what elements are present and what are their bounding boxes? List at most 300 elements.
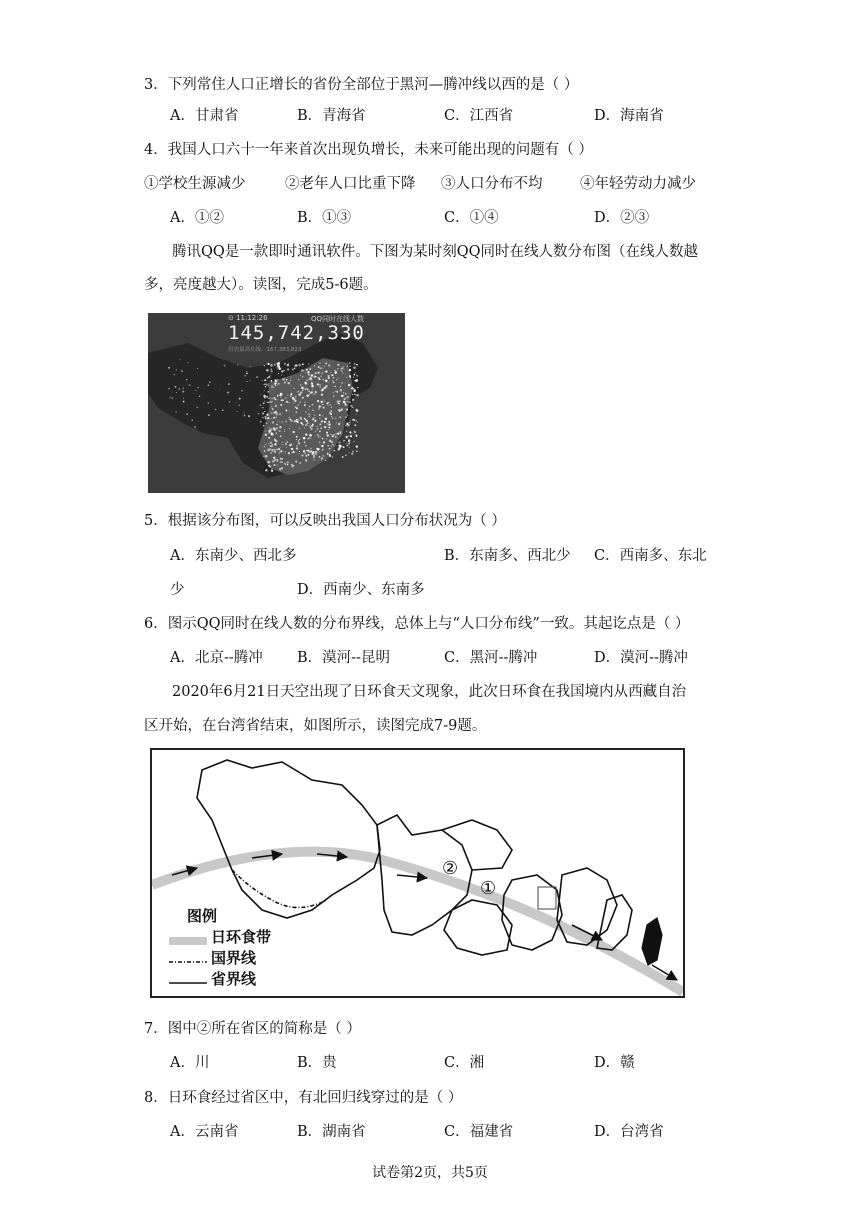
online-user-dot <box>273 412 274 413</box>
online-user-dot <box>274 451 276 453</box>
online-user-dot <box>302 397 304 399</box>
online-user-dot <box>333 377 334 378</box>
online-user-dot <box>285 398 286 399</box>
online-user-dot <box>324 426 326 428</box>
online-user-dot <box>269 427 270 428</box>
online-user-dot <box>285 451 286 452</box>
online-user-dot <box>337 369 338 370</box>
online-user-dot <box>267 377 269 379</box>
online-user-dot <box>348 384 350 386</box>
online-user-dot <box>354 441 355 442</box>
online-user-dot <box>290 379 291 380</box>
online-user-dot <box>287 368 289 370</box>
online-user-dot <box>296 419 298 421</box>
online-user-dot <box>264 416 266 418</box>
online-user-dot <box>295 406 297 408</box>
online-user-dot <box>288 417 289 418</box>
online-user-dot <box>319 414 321 416</box>
online-user-dot <box>274 459 276 461</box>
text-line: D．漠河--腾冲 <box>594 650 688 666</box>
online-user-dot <box>305 382 307 384</box>
online-user-dot <box>237 411 238 412</box>
online-user-dot <box>268 465 270 467</box>
text-line: C．黑河--腾冲 <box>444 650 538 666</box>
online-user-dot <box>263 395 266 398</box>
online-user-dot <box>335 391 336 392</box>
online-user-dot <box>351 453 353 455</box>
online-user-dot <box>270 380 272 382</box>
online-user-dot <box>337 392 338 393</box>
online-user-dot <box>293 431 295 433</box>
online-user-dot <box>300 401 301 402</box>
online-user-dot <box>323 399 324 400</box>
online-user-dot <box>323 407 325 409</box>
text-line: B．①③ <box>297 210 352 226</box>
online-user-dot <box>345 454 346 455</box>
online-user-dot <box>338 445 339 446</box>
online-user-dot <box>309 406 310 407</box>
online-user-dot <box>334 386 335 387</box>
online-user-dot <box>176 392 177 393</box>
online-user-dot <box>287 395 288 396</box>
online-user-dot <box>294 366 295 367</box>
online-user-dot <box>299 453 300 454</box>
text-line: A．东南少、西北多 <box>170 548 297 564</box>
online-user-dot <box>353 366 355 368</box>
online-user-dot <box>292 451 294 453</box>
online-user-dot <box>327 423 328 424</box>
online-user-dot <box>323 455 325 457</box>
online-user-dot <box>188 362 189 363</box>
online-user-dot <box>189 384 191 386</box>
online-user-dot <box>182 391 184 393</box>
online-user-dot <box>330 434 331 435</box>
online-user-dot <box>314 365 315 366</box>
online-user-dot <box>335 418 336 419</box>
online-user-dot <box>293 402 294 403</box>
online-user-dot <box>299 428 300 429</box>
online-user-dot <box>305 453 306 454</box>
online-user-dot <box>312 418 314 420</box>
online-user-dot <box>297 421 299 423</box>
online-user-dot <box>176 369 177 370</box>
online-user-dot <box>266 369 269 372</box>
online-user-dot <box>313 458 314 459</box>
online-user-dot <box>278 448 280 450</box>
online-user-dot <box>263 446 265 448</box>
online-user-dot <box>333 445 334 446</box>
online-user-dot <box>275 405 277 407</box>
online-user-dot <box>300 422 302 424</box>
online-user-dot <box>278 373 279 374</box>
online-user-dot <box>349 362 351 364</box>
online-user-dot <box>319 384 321 386</box>
online-user-dot <box>298 420 299 421</box>
online-user-dot <box>291 444 292 445</box>
online-user-dot <box>262 407 263 408</box>
online-user-dot <box>328 364 330 366</box>
text-line: 区开始，在台湾省结束，如图所示，读图完成7-9题。 <box>144 718 487 734</box>
online-user-dot <box>330 411 331 412</box>
online-user-dot <box>331 374 333 376</box>
online-user-dot <box>290 396 291 397</box>
online-user-dot <box>327 453 329 455</box>
online-user-dot <box>355 409 357 411</box>
online-user-dot <box>354 374 356 376</box>
online-user-dot <box>276 363 278 365</box>
online-user-dot <box>219 389 220 390</box>
online-user-dot <box>333 386 334 387</box>
online-user-dot <box>265 455 266 456</box>
online-user-dot <box>197 407 198 408</box>
online-user-dot <box>319 377 320 378</box>
online-user-dot <box>248 415 250 417</box>
online-user-dot <box>347 366 348 367</box>
online-user-dot <box>179 359 180 360</box>
online-user-dot <box>295 461 297 463</box>
online-user-dot <box>266 396 268 398</box>
online-user-dot <box>268 430 270 432</box>
online-user-dot <box>354 393 356 395</box>
online-user-dot <box>341 434 342 435</box>
online-user-dot <box>333 381 335 383</box>
online-user-dot <box>349 447 350 448</box>
online-user-dot <box>228 383 230 385</box>
online-user-dot <box>311 428 313 430</box>
online-user-dot <box>328 423 330 425</box>
online-user-dot <box>318 405 320 407</box>
online-user-dot <box>339 416 341 418</box>
online-user-dot <box>347 401 348 402</box>
online-user-dot <box>286 447 287 448</box>
online-user-dot <box>332 456 333 457</box>
online-user-dot <box>272 401 273 402</box>
online-user-dot <box>317 400 319 402</box>
online-user-dot <box>285 421 287 423</box>
online-user-dot <box>279 426 281 428</box>
qq-online-distribution-map <box>148 313 405 493</box>
online-user-dot <box>266 414 268 416</box>
online-user-dot <box>347 426 348 427</box>
online-user-dot <box>338 403 340 405</box>
online-user-dot <box>270 452 271 453</box>
online-user-dot <box>357 422 358 423</box>
online-user-dot <box>276 424 278 426</box>
online-user-dot <box>320 436 321 437</box>
online-user-dot <box>325 380 327 382</box>
online-user-dot <box>227 392 229 394</box>
online-user-dot <box>279 430 281 432</box>
online-user-dot <box>312 389 313 390</box>
online-user-dot <box>331 416 332 417</box>
online-user-dot <box>284 363 286 365</box>
online-user-dot <box>265 434 267 436</box>
online-user-dot <box>280 397 281 398</box>
text-line: C．福建省 <box>444 1124 514 1140</box>
online-user-dot <box>345 393 346 394</box>
online-user-dot <box>317 452 318 453</box>
online-user-dot <box>356 414 357 415</box>
online-user-dot <box>209 381 210 382</box>
online-user-dot <box>267 402 268 403</box>
online-user-dot <box>265 418 267 420</box>
online-user-dot <box>270 461 271 462</box>
online-user-dot <box>268 391 270 393</box>
text-line: C．西南多、东北 <box>594 548 707 564</box>
online-user-dot <box>296 447 298 449</box>
online-user-dot <box>324 421 325 422</box>
online-user-dot <box>293 415 294 416</box>
online-user-dot <box>309 416 310 417</box>
online-user-dot <box>308 390 310 392</box>
online-user-dot <box>352 407 353 408</box>
online-user-dot <box>325 460 326 461</box>
online-user-dot <box>285 443 287 445</box>
online-user-dot <box>183 398 184 399</box>
online-user-dot <box>246 373 248 375</box>
online-user-dot <box>313 375 315 377</box>
online-user-dot <box>314 415 315 416</box>
online-user-dot <box>289 410 290 411</box>
online-user-dot <box>305 373 306 374</box>
online-user-dot <box>288 363 289 364</box>
text-line: A．北京--腾冲 <box>170 650 263 666</box>
online-user-dot <box>236 402 237 403</box>
text-line: B．湖南省 <box>297 1124 366 1140</box>
online-user-dot <box>282 444 283 445</box>
online-user-dot <box>276 464 277 465</box>
online-user-dot <box>287 461 289 463</box>
online-user-dot <box>273 457 275 459</box>
online-user-dot <box>298 440 300 442</box>
marker-1: ① <box>480 878 497 899</box>
online-user-dot <box>339 445 341 447</box>
online-user-dot <box>305 455 307 457</box>
online-user-dot <box>319 431 321 433</box>
online-user-dot <box>337 364 339 366</box>
online-user-dot <box>245 375 246 376</box>
online-user-dot <box>354 424 356 426</box>
online-user-dot <box>265 422 267 424</box>
online-user-dot <box>256 376 258 378</box>
online-user-dot <box>195 390 196 391</box>
online-user-dot <box>323 387 326 390</box>
online-user-dot <box>281 421 282 422</box>
online-user-dot <box>282 442 283 443</box>
online-user-dot <box>289 402 290 403</box>
online-user-dot <box>306 394 309 397</box>
online-user-dot <box>289 419 291 421</box>
online-user-dot <box>349 369 351 371</box>
online-user-dot <box>316 448 318 450</box>
online-user-dot <box>294 388 295 389</box>
online-user-dot <box>322 415 323 416</box>
online-user-dot <box>267 462 269 464</box>
online-user-dot <box>341 368 342 369</box>
online-user-dot <box>322 372 324 374</box>
online-user-dot <box>350 405 352 407</box>
page-footer: 试卷第2页，共5页 <box>372 1165 488 1181</box>
online-user-dot <box>310 438 311 439</box>
online-user-dot <box>304 404 306 406</box>
online-user-dot <box>337 432 339 434</box>
online-user-dot <box>336 379 337 380</box>
online-user-dot <box>346 377 347 378</box>
text-line: 5．根据该分布图，可以反映出我国人口分布状况为（ ） <box>144 513 506 529</box>
online-user-dot <box>335 436 336 437</box>
online-user-dot <box>341 382 342 383</box>
online-user-dot <box>309 434 312 437</box>
online-user-dot <box>344 440 345 441</box>
online-user-dot <box>299 451 300 452</box>
online-user-dot <box>339 400 341 402</box>
online-user-dot <box>328 429 329 430</box>
online-user-dot <box>315 372 317 374</box>
text-line: D．赣 <box>594 1055 635 1071</box>
online-user-dot <box>301 369 304 372</box>
online-user-dot <box>311 425 313 427</box>
online-user-dot <box>292 452 293 453</box>
online-user-dot <box>346 409 348 411</box>
legend-eclipse-band <box>169 926 271 947</box>
online-user-dot <box>295 364 298 367</box>
online-user-dot <box>284 429 285 430</box>
online-user-dot <box>264 383 266 385</box>
online-user-dot <box>284 463 286 465</box>
online-user-dot <box>329 448 331 450</box>
online-user-dot <box>322 379 324 381</box>
online-user-dot <box>263 425 264 426</box>
online-user-dot <box>356 364 358 366</box>
online-user-dot <box>306 388 307 389</box>
online-user-dot <box>292 368 294 370</box>
online-user-dot <box>321 401 323 403</box>
online-user-dot <box>294 420 297 423</box>
online-user-dot <box>331 407 332 408</box>
online-user-dot <box>302 376 303 377</box>
online-user-dot <box>260 394 261 395</box>
text-line: ②老年人口比重下降 <box>285 176 416 192</box>
text-line: ①学校生源减少 <box>144 176 246 192</box>
online-user-dot <box>308 363 309 364</box>
online-user-dot <box>287 382 288 383</box>
online-user-dot <box>345 425 347 427</box>
online-user-dot <box>346 443 347 444</box>
online-user-dot <box>291 420 293 422</box>
online-user-dot <box>264 379 266 381</box>
online-user-dot <box>277 368 278 369</box>
online-user-dot <box>279 394 281 396</box>
qq-title-label: QQ同时在线人数 <box>311 315 365 323</box>
online-user-dot <box>303 370 304 371</box>
online-user-dot <box>269 401 271 403</box>
online-user-dot <box>295 396 297 398</box>
online-user-dot <box>315 391 317 393</box>
online-user-dot <box>345 416 347 418</box>
online-user-dot <box>338 378 339 379</box>
online-user-dot <box>349 452 350 453</box>
online-user-dot <box>277 395 278 396</box>
online-user-dot <box>265 431 266 432</box>
online-user-dot <box>239 398 241 400</box>
online-user-dot <box>354 363 356 365</box>
online-user-dot <box>356 450 357 451</box>
online-user-dot <box>352 394 353 395</box>
online-user-dot <box>244 414 246 416</box>
online-user-dot <box>307 414 308 415</box>
online-user-dot <box>272 421 274 423</box>
online-user-dot <box>277 379 279 381</box>
online-user-dot <box>277 460 278 461</box>
online-user-dot <box>176 411 177 412</box>
online-user-dot <box>275 443 277 445</box>
online-user-dot <box>286 398 287 399</box>
legend-title: 图例 <box>187 907 218 925</box>
online-user-dot <box>304 401 305 402</box>
online-user-dot <box>349 422 350 423</box>
online-user-dot <box>274 382 276 384</box>
online-user-dot <box>314 420 316 422</box>
online-user-dot <box>331 446 332 447</box>
online-user-dot <box>332 444 333 445</box>
online-user-dot <box>291 393 292 394</box>
online-user-dot <box>287 464 289 466</box>
online-user-dot <box>352 433 353 434</box>
online-user-dot <box>338 410 340 412</box>
text-line: 少 <box>170 582 185 598</box>
online-user-dot <box>309 378 311 380</box>
online-user-dot <box>197 387 198 388</box>
online-user-dot <box>288 452 290 454</box>
online-user-dot <box>267 449 270 452</box>
online-user-dot <box>333 395 334 396</box>
online-user-dot <box>347 396 349 398</box>
online-user-dot <box>281 370 283 372</box>
text-line: ③人口分布不均 <box>441 176 543 192</box>
online-user-dot <box>353 390 355 392</box>
online-user-dot <box>343 366 344 367</box>
online-user-dot <box>278 367 281 370</box>
online-user-dot <box>335 436 337 438</box>
online-user-dot <box>309 368 311 370</box>
online-user-dot <box>328 426 330 428</box>
online-user-dot <box>275 380 277 382</box>
online-user-dot <box>279 468 281 470</box>
online-user-dot <box>313 455 315 457</box>
online-user-dot <box>290 380 291 381</box>
online-user-dot <box>344 403 346 405</box>
online-user-dot <box>349 431 351 433</box>
online-user-dot <box>307 371 309 373</box>
online-user-dot <box>312 410 313 411</box>
online-user-dot <box>332 435 334 437</box>
online-user-dot <box>346 423 348 425</box>
online-user-dot <box>260 404 262 406</box>
online-user-dot <box>313 457 314 458</box>
online-user-dot <box>286 441 288 443</box>
online-user-dot <box>271 386 273 388</box>
online-user-dot <box>297 404 299 406</box>
online-user-dot <box>308 414 310 416</box>
online-user-dot <box>268 437 270 439</box>
online-user-dot <box>291 448 293 450</box>
online-user-dot <box>275 411 277 413</box>
online-user-dot <box>258 413 259 414</box>
online-user-dot <box>319 386 320 387</box>
online-user-dot <box>281 399 283 401</box>
online-user-dot <box>284 382 286 384</box>
online-user-dot <box>289 428 290 429</box>
